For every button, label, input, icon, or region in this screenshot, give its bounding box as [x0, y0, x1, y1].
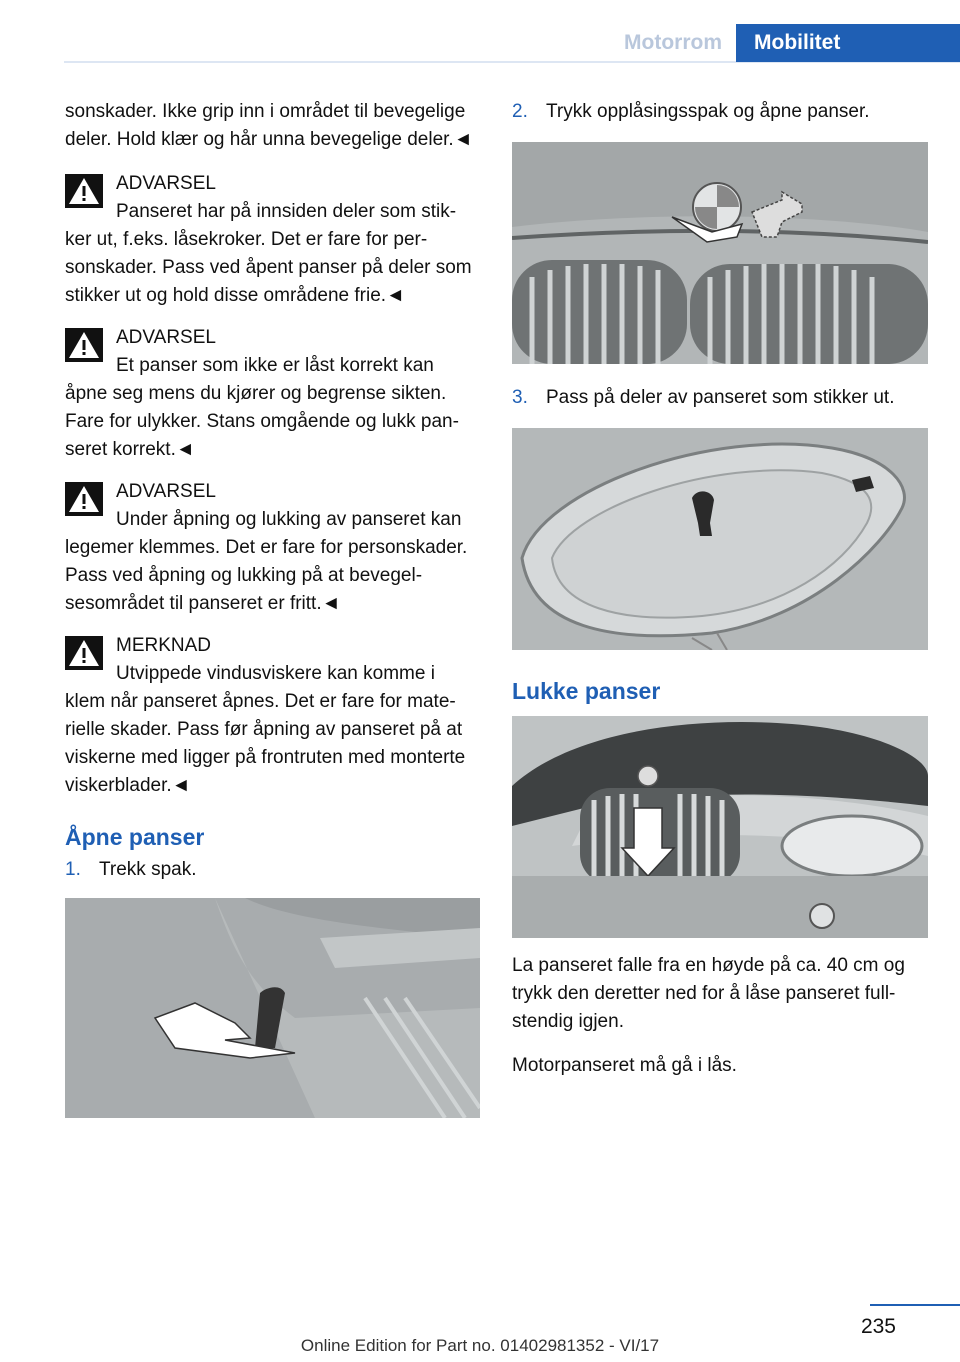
intro-text: sonskader. Ikke grip inn i området til bevegelige deler. Hold klær og hår unna bevegelige deler.◄	[65, 101, 473, 150]
step-number: 2.	[512, 101, 528, 122]
step-item	[512, 98, 928, 126]
warning-triangle-icon	[65, 328, 103, 362]
warning-text-first: Et panser som ikke er låst korrekt kan	[116, 355, 434, 376]
page-number: 235	[860, 1315, 896, 1338]
warning-title: ADVARSEL	[116, 327, 216, 348]
edition-footer: Online Edition for Part no. 01402981352 - VI/17	[300, 1336, 660, 1355]
warning-text: åpne seg mens du kjører og begrense sikten. Fare for ulykker. Stans omgående og lukk panseret korrekt.◄	[65, 383, 459, 460]
step-text: Pass på deler av panseret som stikker ut.	[546, 387, 895, 408]
note-text: klem når panseret åpnes. Det er fare for materielle skader. Pass før åpning av panseret på at viskerne med ligger på frontruten med monterte viskerblader.◄	[65, 691, 466, 796]
step-text: Trekk spak.	[99, 859, 197, 880]
warning-triangle-icon	[65, 482, 103, 516]
step-item	[65, 856, 480, 884]
step-text: Trykk opplåsingsspak og åpne panser.	[546, 101, 870, 122]
note-title: MERKNAD	[116, 635, 212, 656]
close-hood-note: Motorpanseret må gå i lås.	[512, 1055, 737, 1076]
warning-block	[65, 170, 480, 310]
warning-text-first: Under åpning og lukking av panseret kan	[116, 509, 462, 530]
tab-motorrom[interactable]: Motorrom	[624, 31, 722, 54]
warning-triangle-icon	[65, 636, 103, 670]
left-column	[65, 98, 480, 1138]
warning-block	[65, 478, 480, 618]
warning-text: ker ut, f.eks. låsekroker. Det er fare for personskader. Pass ved åpent panser på deler som stikker ut og hold disse områdene frie.◄	[65, 229, 472, 306]
tab-mobilitet[interactable]: Mobilitet	[736, 24, 960, 62]
section-title-open-hood: Åpne panser	[65, 824, 205, 850]
warning-block	[65, 324, 480, 464]
warning-title: ADVARSEL	[116, 173, 216, 194]
warning-triangle-icon	[65, 174, 103, 208]
figure-unlock-lever	[512, 142, 928, 364]
close-hood-instruction: La panseret falle fra en høyde på ca. 40 cm og trykk den deretter ned for å låse panseret fullstendig igjen.	[512, 955, 905, 1032]
step-number: 3.	[512, 387, 528, 408]
figure-release-lever	[65, 898, 481, 1118]
step-item	[512, 384, 928, 412]
note-text-first: Utvippede vindusviskere kan komme i	[116, 663, 435, 684]
warning-text: legemer klemmes. Det er fare for personskader. Pass ved åpning og lukking på at bevegelsesområdet til panseret er fritt.◄	[65, 537, 468, 614]
step-number: 1.	[65, 859, 81, 880]
note-block	[65, 632, 480, 800]
figure-close-hood	[512, 716, 928, 938]
figure-hood-underside	[512, 428, 928, 650]
section-title-close-hood: Lukke panser	[512, 678, 661, 704]
warning-text-first: Panseret har på innsiden deler som stik-	[116, 201, 457, 222]
warning-title: ADVARSEL	[116, 481, 216, 502]
right-column	[512, 98, 928, 1096]
footer-rule	[870, 1304, 960, 1306]
